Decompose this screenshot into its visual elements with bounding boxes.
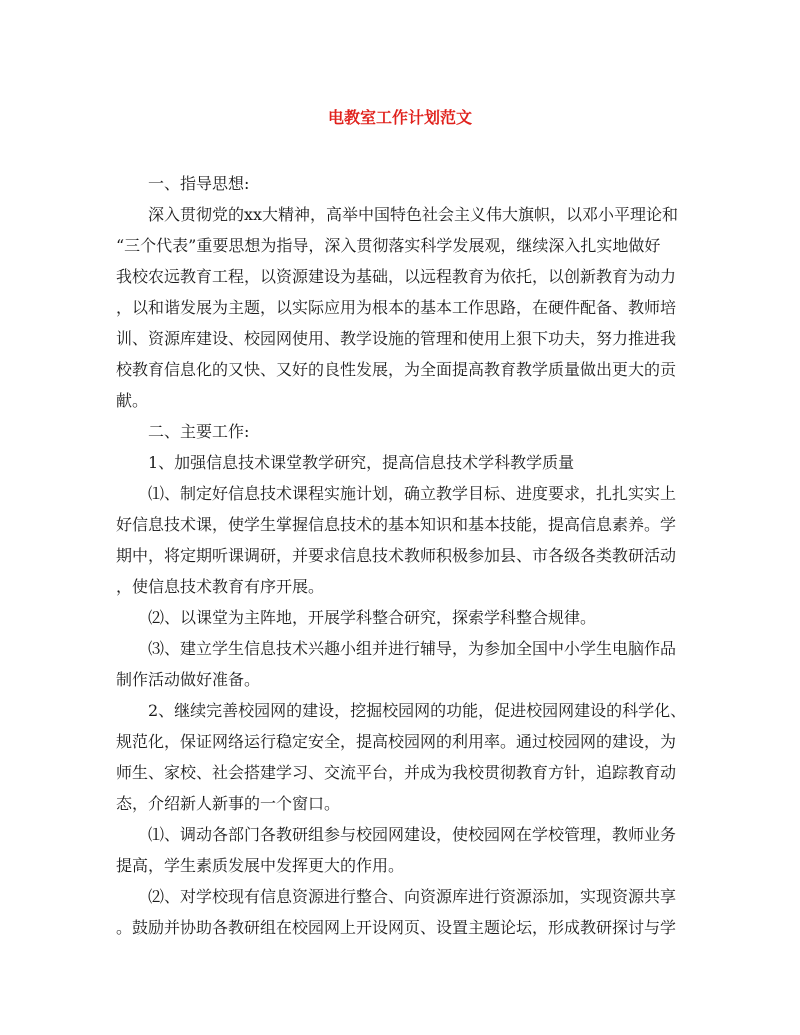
paragraph-line: 献。 (116, 391, 149, 410)
paragraph-line: 我校农远教育工程，以资源建设为基础，以远程教育为依托，以创新教育为动力 (116, 267, 677, 286)
paragraph-line: ，使信息技术教育有序开展。 (116, 577, 325, 596)
paragraph-line: 2、继续完善校园网的建设，挖掘校园网的功能，促进校园网建设的科学化、 (148, 701, 687, 720)
paragraph-line: 好信息技术课，使学生掌握信息技术的基本知识和基本技能，提高信息素养。学 (116, 515, 677, 534)
paragraph-line: ⑴、制定好信息技术课程实施计划，确立教学目标、进度要求，扎扎实实上 (148, 484, 677, 503)
paragraph-line: 训、资源库建设、校园网使用、教学设施的管理和使用上狠下功夫，努力推进我 (116, 329, 677, 348)
paragraph-line: ⑵、对学校现有信息资源进行整合、向资源库进行资源添加，实现资源共享 (148, 887, 677, 906)
paragraph-line: 规范化，保证网络运行稳定安全，提高校园网的利用率。通过校园网的建设，为 (116, 732, 677, 751)
paragraph-line: 期中，将定期听课调研，并要求信息技术教师积极参加县、市各级各类教研活动 (116, 546, 677, 565)
paragraph-line: 提高，学生素质发展中发挥更大的作用。 (116, 856, 405, 875)
paragraph-line: 。鼓励并协助各教研组在校园网上开设网页、设置主题论坛，形成教研探讨与学 (116, 918, 677, 937)
paragraph-line: ，以和谐发展为主题，以实际应用为根本的基本工作思路，在硬件配备、教师培 (116, 298, 677, 317)
document-title: 电教室工作计划范文 (327, 108, 472, 127)
document-body (116, 168, 690, 943)
paragraph-line: 校教育信息化的又快、又好的良性发展，为全面提高教育教学质量做出更大的贡 (116, 360, 677, 379)
paragraph-line: ⑵、以课堂为主阵地，开展学科整合研究，探索学科整合规律。 (148, 608, 597, 627)
section-heading: 一、指导思想: (148, 174, 250, 193)
paragraph-line: ⑴、调动各部门各教研组参与校园网建设，使校园网在学校管理，教师业务 (148, 825, 677, 844)
paragraph-line: “三个代表”重要思想为指导，深入贯彻落实科学发展观，继续深入扎实地做好 (116, 236, 661, 255)
section-heading: 二、主要工作: (148, 422, 250, 441)
paragraph-line: 师生、家校、社会搭建学习、交流平台，并成为我校贯彻教育方针，追踪教育动 (116, 763, 677, 782)
paragraph-line: 1、加强信息技术课堂教学研究，提高信息技术学科教学质量 (148, 453, 575, 472)
paragraph-line: 深入贯彻党的xx大精神，高举中国特色社会主义伟大旗帜，以邓小平理论和 (148, 205, 679, 224)
paragraph-line: ⑶、建立学生信息技术兴趣小组并进行辅导，为参加全国中小学生电脑作品 (148, 639, 677, 658)
paragraph-line: 态，介绍新人新事的一个窗口。 (116, 794, 341, 813)
paragraph-line: 制作活动做好准备。 (116, 670, 261, 689)
